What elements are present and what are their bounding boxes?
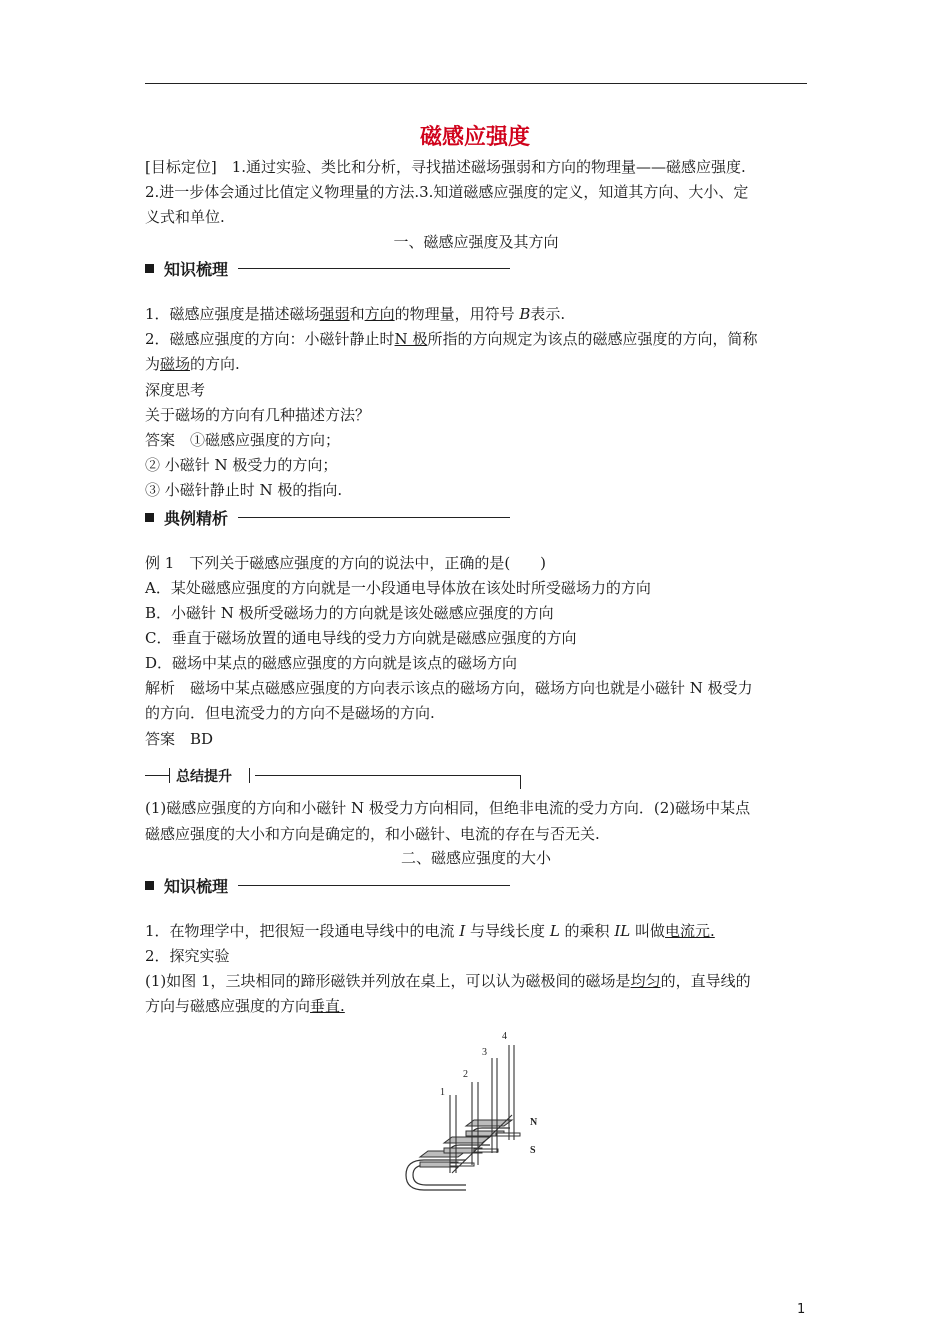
- objective-line-3: 义式和单位.: [145, 208, 225, 226]
- page-title: 磁感应强度: [419, 125, 530, 150]
- section-rule: [238, 268, 510, 269]
- example-answer: 答案 BD: [145, 730, 214, 748]
- horseshoe-magnets-diagram: [400, 1025, 560, 1205]
- part2-heading: 二、磁感应强度的大小: [400, 849, 551, 867]
- section-title: 知识梳理: [164, 876, 229, 896]
- summary-box-header: [145, 765, 521, 789]
- knowledge-item-4: 2．探究实验: [145, 947, 230, 965]
- figure-label-4: 4: [502, 1031, 507, 1042]
- figure-label-3: 3: [482, 1047, 487, 1058]
- deep-answer-2: ② 小磁针 N 极受力的方向；: [145, 456, 338, 474]
- bullet-square-icon: [145, 881, 154, 890]
- figure-label-2: 2: [463, 1069, 468, 1080]
- section-rule: [238, 885, 510, 886]
- example-option-d: D．磁场中某点的磁感应强度的方向就是该点的磁场方向: [145, 654, 518, 672]
- section-examples: [145, 506, 510, 528]
- summary-line-1: (1)磁感应强度的方向和小磁针 N 极受力方向相同，但绝非电流的受力方向．(2)磁场中某点: [145, 799, 751, 817]
- objective-line-2: 2.进一步体会通过比值定义物理量的方法.3.知道磁感应强度的定义，知道其方向、大小、定: [145, 183, 749, 201]
- knowledge-item-1: 1．磁感应强度是描述磁场强弱和方向的物理量，用符号 B表示.: [145, 305, 566, 323]
- knowledge-item-2-cont: 为磁场的方向.: [145, 355, 240, 373]
- bullet-square-icon: [145, 513, 154, 522]
- example-option-b: B．小磁针 N 极所受磁场力的方向就是该处磁感应强度的方向: [145, 604, 554, 622]
- objective-line-1: [目标定位] 1.通过实验、类比和分析，寻找描述磁场强弱和方向的物理量——磁感应强度.: [145, 158, 746, 176]
- section-title: 典例精析: [164, 508, 229, 528]
- section-title: 知识梳理: [164, 259, 229, 279]
- example-option-a: A．某处磁感应强度的方向就是一小段通电导体放在该处时所受磁场力的方向: [145, 579, 651, 597]
- deep-answer-3: ③ 小磁针静止时 N 极的指向.: [145, 481, 343, 499]
- header-rule: [145, 83, 807, 84]
- magnet-experiment-figure: [400, 1025, 560, 1205]
- section-knowledge-1: [145, 257, 510, 279]
- summary-label: 总结提升: [176, 769, 232, 785]
- knowledge-item-5: (1)如图 1，三块相同的蹄形磁铁并列放在桌上，可以认为磁极间的磁场是均匀的，直导线的: [145, 972, 751, 990]
- knowledge-item-2: 2．磁感应强度的方向：小磁针静止时N 极所指的方向规定为该点的磁感应强度的方向，简称: [145, 330, 758, 348]
- deep-question: 关于磁场的方向有几种描述方法？: [145, 406, 371, 424]
- figure-label-1: 1: [440, 1087, 445, 1098]
- summary-line-2: 磁感应强度的大小和方向是确定的，和小磁针、电流的存在与否无关.: [145, 825, 600, 843]
- section-knowledge-2: [145, 874, 510, 896]
- section-rule: [238, 517, 510, 518]
- example-stem: 例 1 下列关于磁感应强度的方向的说法中，正确的是( ): [145, 554, 547, 572]
- deep-answer-1: 答案 ①磁感应强度的方向；: [145, 431, 341, 449]
- figure-pole-n: N: [530, 1117, 538, 1128]
- example-analysis-1: 解析 磁场中某点磁感应强度的方向表示该点的磁场方向，磁场方向也就是小磁针 N 极受力: [145, 679, 753, 697]
- page-number: 1: [797, 1302, 806, 1317]
- figure-pole-s: S: [530, 1145, 536, 1156]
- example-option-c: C．垂直于磁场放置的通电导线的受力方向就是磁感应强度的方向: [145, 629, 577, 647]
- deep-thinking-label: 深度思考: [145, 381, 206, 399]
- knowledge-item-3: 1．在物理学中，把很短一段通电导线中的电流 I 与导线长度 L 的乘积 IL 叫做电流元.: [145, 922, 715, 940]
- knowledge-item-5-cont: 方向与磁感应强度的方向垂直.: [145, 997, 345, 1015]
- example-analysis-2: 的方向．但电流受力的方向不是磁场的方向.: [145, 704, 435, 722]
- bullet-square-icon: [145, 264, 154, 273]
- part1-heading: 一、磁感应强度及其方向: [393, 233, 559, 251]
